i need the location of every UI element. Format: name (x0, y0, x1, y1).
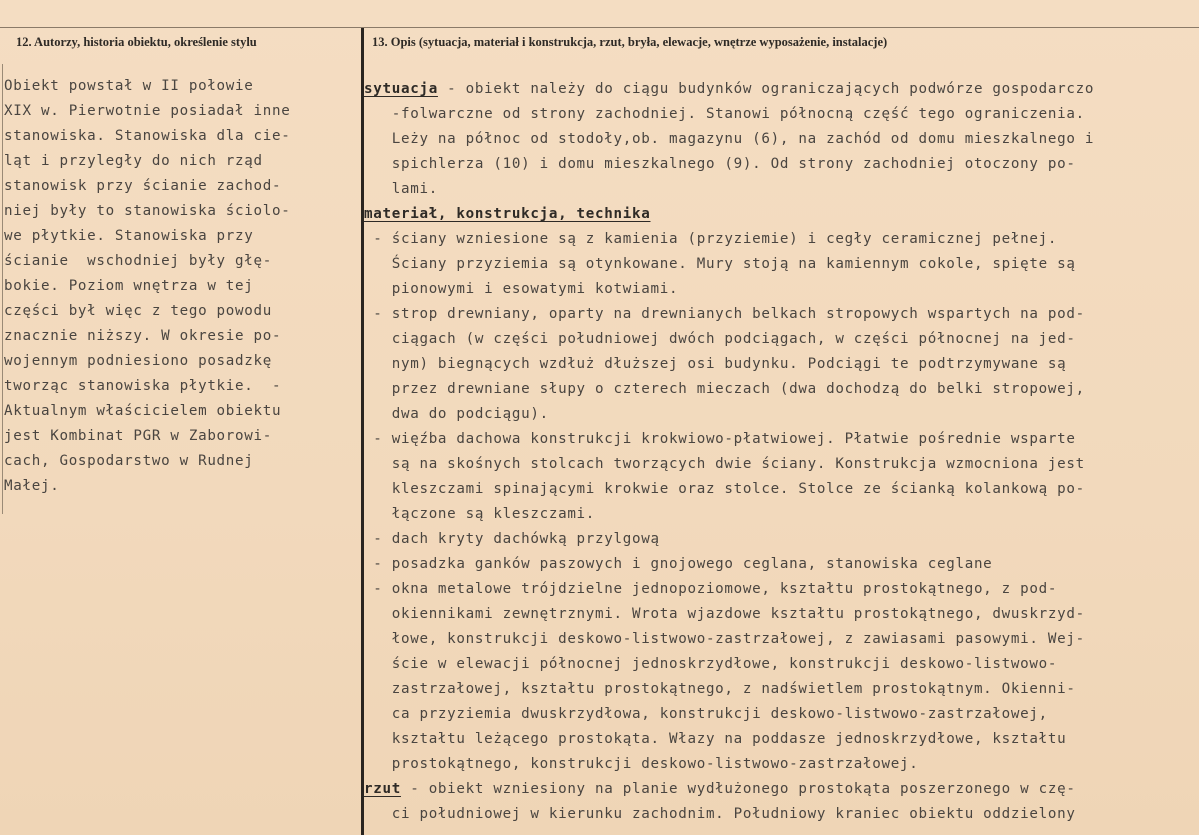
text-line (364, 802, 1094, 827)
line-text: - obiekt wzniesiony na planie wydłużonego prostokąta poszerzonego w czę- (400, 781, 1076, 797)
line-text: spichlerza (10) i domu mieszkalnego (9). Od strony zachodniej otoczony po- (364, 156, 1076, 172)
section-12-text (4, 74, 291, 499)
text-line: jest Kombinat PGR w Zaborowi- (4, 428, 273, 444)
text-line: wojennym podniesiono posadzkę (4, 353, 273, 369)
text-line (364, 302, 1094, 327)
line-text: nym) biegnących wzdłuż dłuższej osi budynku. Podciągi te podtrzymywane są (364, 356, 1067, 372)
line-text: - obiekt należy do ciągu budynków ograniczających podwórze gospodarczo (437, 81, 1095, 97)
line-text: ście w elewacji północnej jednoskrzydłowe, konstrukcji deskowo-listwowo- (364, 656, 1058, 672)
line-text: - ściany wzniesione są z kamienia (przyziemie) i cegły ceramicznej pełnej. (364, 231, 1058, 247)
line-text: pionowymi i esowatymi kotwiami. (364, 281, 679, 297)
text-line (364, 727, 1094, 752)
text-line: niej były to stanowiska ściolo- (4, 203, 291, 219)
text-line (364, 702, 1094, 727)
text-line: stanowiska. Stanowiska dla cie- (4, 128, 291, 144)
text-line (364, 102, 1094, 127)
text-line: Aktualnym właścicielem obiektu (4, 403, 282, 419)
line-text: Ściany przyziemia są otynkowane. Mury stoją na kamiennym cokole, spięte są (364, 256, 1076, 272)
text-line: części był więc z tego powodu (4, 303, 273, 319)
text-line: Obiekt powstał w II połowie (4, 78, 254, 94)
text-line: bokie. Poziom wnętrza w tej (4, 278, 254, 294)
text-line: znacznie niższy. W okresie po- (4, 328, 282, 344)
text-line (364, 352, 1094, 377)
line-text: ca przyziemia dwuskrzydłowa, konstrukcji deskowo-listwowo-zastrzałowej, (364, 706, 1048, 722)
text-line (364, 552, 1094, 577)
line-text: dwa do podciągu). (364, 406, 549, 422)
text-line (364, 402, 1094, 427)
line-text: są na skośnych stolcach tworzących dwie ściany. Konstrukcja wzmocniona jest (364, 456, 1085, 472)
section-13-title: 13. Opis (sytuacja, materiał i konstrukcja, rzut, bryła, elewacje, wnętrze wyposażenie, instalacje) (372, 35, 888, 49)
line-text: kształtu leżącego prostokąta. Włazy na poddasze jednoskrzydłowe, kształtu (364, 731, 1067, 747)
line-text: Leży na północ od stodoły,ob. magazynu (6), na zachód od domu mieszkalnego i (364, 131, 1095, 147)
text-line (364, 252, 1094, 277)
line-text: -folwarczne od strony zachodniej. Stanowi północną część tego ograniczenia. (364, 106, 1085, 122)
text-line: tworząc stanowiska płytkie. - (4, 378, 282, 394)
line-text: łączone są kleszczami. (364, 506, 596, 522)
section-12-title: 12. Autorzy, historia obiektu, określenie stylu (16, 35, 257, 49)
text-line (364, 127, 1094, 152)
text-line (364, 452, 1094, 477)
text-line (364, 652, 1094, 677)
text-line (364, 502, 1094, 527)
text-line (364, 377, 1094, 402)
text-line: ląt i przyległy do nich rząd (4, 153, 263, 169)
text-line: we płytkie. Stanowiska przy (4, 228, 254, 244)
subsection-heading: materiał, konstrukcja, technika (364, 206, 651, 222)
line-text: ci południowej w kierunku zachodnim. Południowy kraniec obiektu oddzielony (364, 806, 1076, 822)
line-text: zastrzałowej, kształtu prostokątnego, z nadświetlem prostokątnym. Okienni- (364, 681, 1076, 697)
text-line: cach, Gospodarstwo w Rudnej (4, 453, 254, 469)
text-line (364, 677, 1094, 702)
line-text: okiennikami zewnętrznymi. Wrota wjazdowe kształtu prostokątnego, dwuskrzyd- (364, 606, 1085, 622)
left-rule (2, 64, 3, 514)
text-line: ścianie wschodniej były głę- (4, 253, 273, 269)
text-line (364, 227, 1094, 252)
line-text: lami. (364, 181, 438, 197)
line-text: - strop drewniany, oparty na drewnianych belkach stropowych wspartych na pod- (364, 306, 1085, 322)
subsection-line (364, 777, 1094, 802)
line-text: kleszczami spinającymi krokwie oraz stolce. Stolce ze ścianką kolankową po- (364, 481, 1085, 497)
text-line (364, 177, 1094, 202)
line-text: - posadzka ganków paszowych i gnojowego ceglana, stanowiska ceglane (364, 556, 993, 572)
line-text: - więźba dachowa konstrukcji krokwiowo-płatwiowej. Płatwie pośrednie wsparte (364, 431, 1076, 447)
section-13-text (364, 77, 1094, 827)
text-line (364, 577, 1094, 602)
text-line (364, 327, 1094, 352)
line-text: łowe, konstrukcji deskowo-listwowo-zastrzałowej, z zawiasami pasowymi. Wej- (364, 631, 1085, 647)
text-line: Małej. (4, 478, 60, 494)
subsection-heading: rzut (364, 781, 401, 797)
text-line (364, 277, 1094, 302)
text-line (364, 752, 1094, 777)
text-line: XIX w. Pierwotnie posiadał inne (4, 103, 291, 119)
top-rule (0, 27, 1199, 28)
text-line: stanowisk przy ścianie zachod- (4, 178, 282, 194)
text-line (364, 427, 1094, 452)
line-text: prostokątnego, konstrukcji deskowo-listwowo-zastrzałowej. (364, 756, 919, 772)
subsection-heading: sytuacja (364, 81, 438, 97)
line-text: - okna metalowe trójdzielne jednopoziomowe, kształtu prostokątnego, z pod- (364, 581, 1058, 597)
text-line (364, 477, 1094, 502)
line-text: - dach kryty dachówką przylgową (364, 531, 660, 547)
line-text: przez drewniane słupy o czterech mieczach (dwa dochodzą do belki stropowej, (364, 381, 1085, 397)
text-line (364, 152, 1094, 177)
subsection-line (364, 77, 1094, 102)
text-line (364, 602, 1094, 627)
text-line (364, 527, 1094, 552)
subsection-line (364, 202, 1094, 227)
line-text: ciągach (w części południowej dwóch podciągach, w części północnej na jed- (364, 331, 1076, 347)
text-line (364, 627, 1094, 652)
